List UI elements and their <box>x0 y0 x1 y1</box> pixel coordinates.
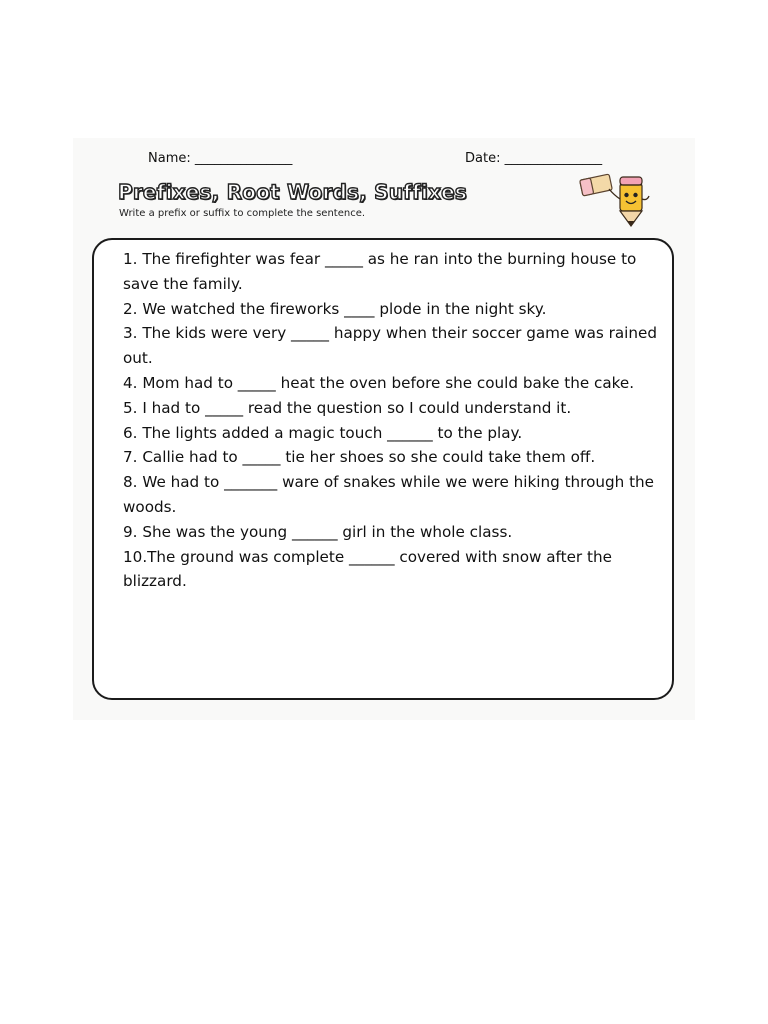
question-item: 7. Callie had to _____ tie her shoes so she could take them off. <box>123 448 596 467</box>
question-item: 3. The kids were very _____ happy when their soccer game was rained out. <box>123 324 657 368</box>
worksheet-title: Prefixes, Root Words, Suffixes <box>118 180 467 204</box>
question-item: 10.The ground was complete ______ covered with snow after the blizzard. <box>123 547 612 591</box>
pencil-with-eraser-icon <box>578 171 654 227</box>
question-item: 8. We had to _______ ware of snakes while we were hiking through the woods. <box>123 473 655 516</box>
question-item: 9. She was the young ______ girl in the whole class. <box>123 522 513 541</box>
question-item: 5. I had to _____ read the question so I could understand it. <box>123 398 572 417</box>
date-field: Date: _______________ <box>465 151 603 166</box>
name-field: Name: _______________ <box>148 151 293 166</box>
question-item: 2. We watched the fireworks ____ plode in the night sky. <box>123 299 547 318</box>
question-item: 1. The firefighter was fear _____ as he ran into the burning house to save the family. <box>123 250 637 293</box>
worksheet-instructions: Write a prefix or suffix to complete the sentence. <box>119 208 366 219</box>
question-item: 6. The lights added a magic touch ______ to the play. <box>123 423 523 442</box>
question-list <box>123 247 658 594</box>
question-item: 4. Mom had to _____ heat the oven before she could bake the cake. <box>123 373 635 392</box>
